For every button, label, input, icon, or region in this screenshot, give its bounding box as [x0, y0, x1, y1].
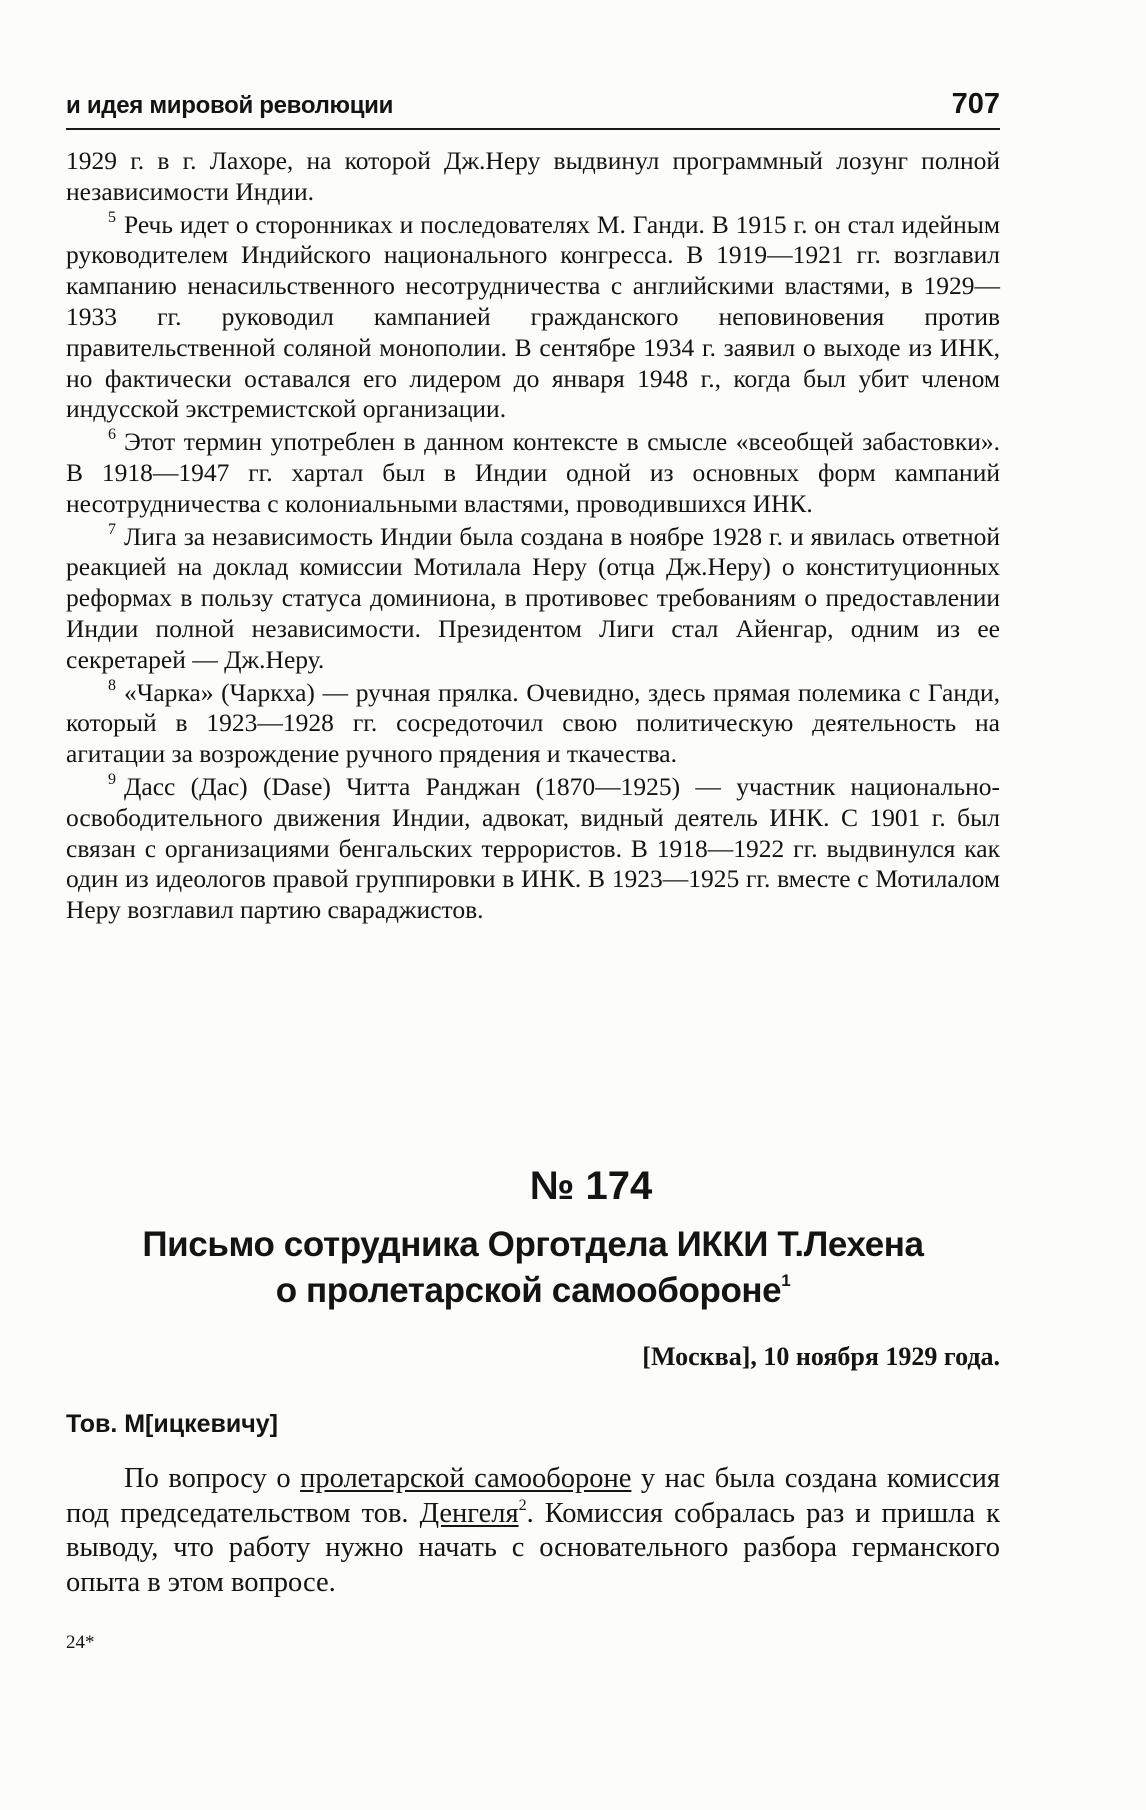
note-text: 1929 г. в г. Лахоре, на которой Дж.Неру выдвинул программный лозунг полной независимости Индии. [66, 146, 1000, 206]
page-number: 707 [951, 88, 1000, 120]
note-text: Этот термин употреблен в данном контексте в смысле «всеобщей забастовки». В 1918—1947 гг. хартал был в Индии одной из основных форм кампаний несотрудничества с колониальными властями, проводившихся ИНК. [66, 427, 1000, 518]
note-5: 5 Речь идет о сторонниках и последователях М. Ганди. В 1915 г. он стал идейным руководителем Индийского национального конгресса. В 1919—1921 гг. возглавил кампанию ненасильственного несотрудничества с английскими властями, в 1929—1933 гг. руководил кампанией гражданского неповиновения против правительственной соляной монополии. В сентябре 1934 г. заявил о выходе из ИНК, но фактически оставался его лидером до января 1948 г., когда был убит членом индусской экстремистской организации. [66, 208, 1000, 424]
document-title [66, 1222, 1000, 1314]
note-9: 9 Дасс (Дас) (Dase) Читта Ранджан (1870—1925) — участник национально-освободительного движения Индии, адвокат, видный деятель ИНК. С 1901 г. был связан с организациями бенгальских террористов. В 1918—1922 гг. выдвинулся как один из идеологов правой группировки в ИНК. В 1923—1925 гг. вместе с Мотилалом Неру возглавил партию свараджистов. [66, 770, 1000, 925]
note-text: Дасс (Дас) (Dase) Читта Ранджан (1870—1925) — участник национально-освободительного движения Индии, адвокат, видный деятель ИНК. С 1901 г. был связан с организациями бенгальских террористов. В 1918—1922 гг. выдвинулся как один из идеологов правой группировки в ИНК. В 1923—1925 гг. вместе с Мотилалом Неру возглавил партию свараджистов. [66, 771, 1000, 925]
note-text: «Чарка» (Чаркха) — ручная прялка. Очевидно, здесь прямая полемика с Ганди, который в 1923—1928 гг. сосредоточил свою политическую деятельность на агитации за возрождение ручного прядения и ткачества. [66, 677, 1000, 769]
note-8: 8 «Чарка» (Чаркха) — ручная прялка. Очевидно, здесь прямая полемика с Ганди, который в 1923—1928 гг. сосредоточил свою политическую деятельность на агитации за возрождение ручного прядения и ткачества. [66, 676, 1000, 769]
note-text: Лига за независимость Индии была создана в ноябре 1928 г. и явилась ответной реакцией на доклад комиссии Мотилала Неру (отца Дж.Неру) о конституционных реформах в пользу статуса доминиона, в противовес требованиям о предоставлении Индии полной независимости. Президентом Лиги стал Айенгар, одним из ее секретарей — Дж.Неру. [66, 521, 1000, 674]
note-6: 6 Этот термин употреблен в данном контексте в смысле «всеобщей забастовки». В 1918—1947 гг. хартал был в Индии одной из основных форм кампаний несотрудничества с колониальными властями, проводившихся ИНК. [66, 426, 1000, 518]
letter-body [66, 1462, 1000, 1600]
body-text-part: . Комиссия собралась раз и пришла к выводу, что работу нужно начать с основательного разбора германского опыта в этом вопросе. [66, 1497, 1000, 1598]
note-continuation [66, 146, 1000, 208]
document-title-line1: Письмо сотрудника Орготдела ИККИ Т.Лехена [142, 1225, 924, 1264]
document-dateline: [Москва], 10 ноября 1929 года. [642, 1342, 1000, 1371]
printer-signature-mark: 24* [66, 1632, 95, 1653]
document-number: № 174 [529, 1164, 653, 1208]
document-title-line2: о пролетарской самообороне [275, 1271, 782, 1310]
body-text-part: у нас была создана комиссия под председательством тов. [66, 1463, 1000, 1529]
running-title: и идея мировой революции [66, 92, 394, 119]
footnotes-block [66, 146, 1000, 928]
footnote-ref: 2 [518, 1496, 527, 1514]
underlined-name: Денгеля [419, 1497, 519, 1529]
note-7: 7 Лига за независимость Индии была создана в ноябре 1928 г. и явилась ответной реакцией на доклад комиссии Мотилала Неру (отца Дж.Неру) о конституционных реформах в пользу статуса доминиона, в противовес требованиям о предоставлении Индии полной независимости. Президентом Лиги стал Айенгар, одним из ее секретарей — Дж.Неру. [66, 520, 1000, 674]
title-footnote-ref: 1 [781, 1271, 791, 1290]
underlined-term: пролетарской самообороне [300, 1463, 632, 1494]
addressee: Тов. М[ицкевичу] [66, 1410, 279, 1438]
body-text-part: По вопросу о [124, 1463, 301, 1494]
note-text: Речь идет о сторонниках и последователях М. Ганди. В 1915 г. он стал идейным руководителем Индийского национального конгресса. В 1919—1921 гг. возглавил кампанию ненасильственного несотрудничества с английскими властями, в 1929—1933 гг. руководил кампанией гражданского неповиновения против правительственной соляной монополии. В сентябре 1934 г. заявил о выходе из ИНК, но фактически оставался его лидером до января 1948 г., когда был убит членом индусской экстремистской организации. [66, 209, 1000, 424]
running-header [66, 86, 1000, 130]
